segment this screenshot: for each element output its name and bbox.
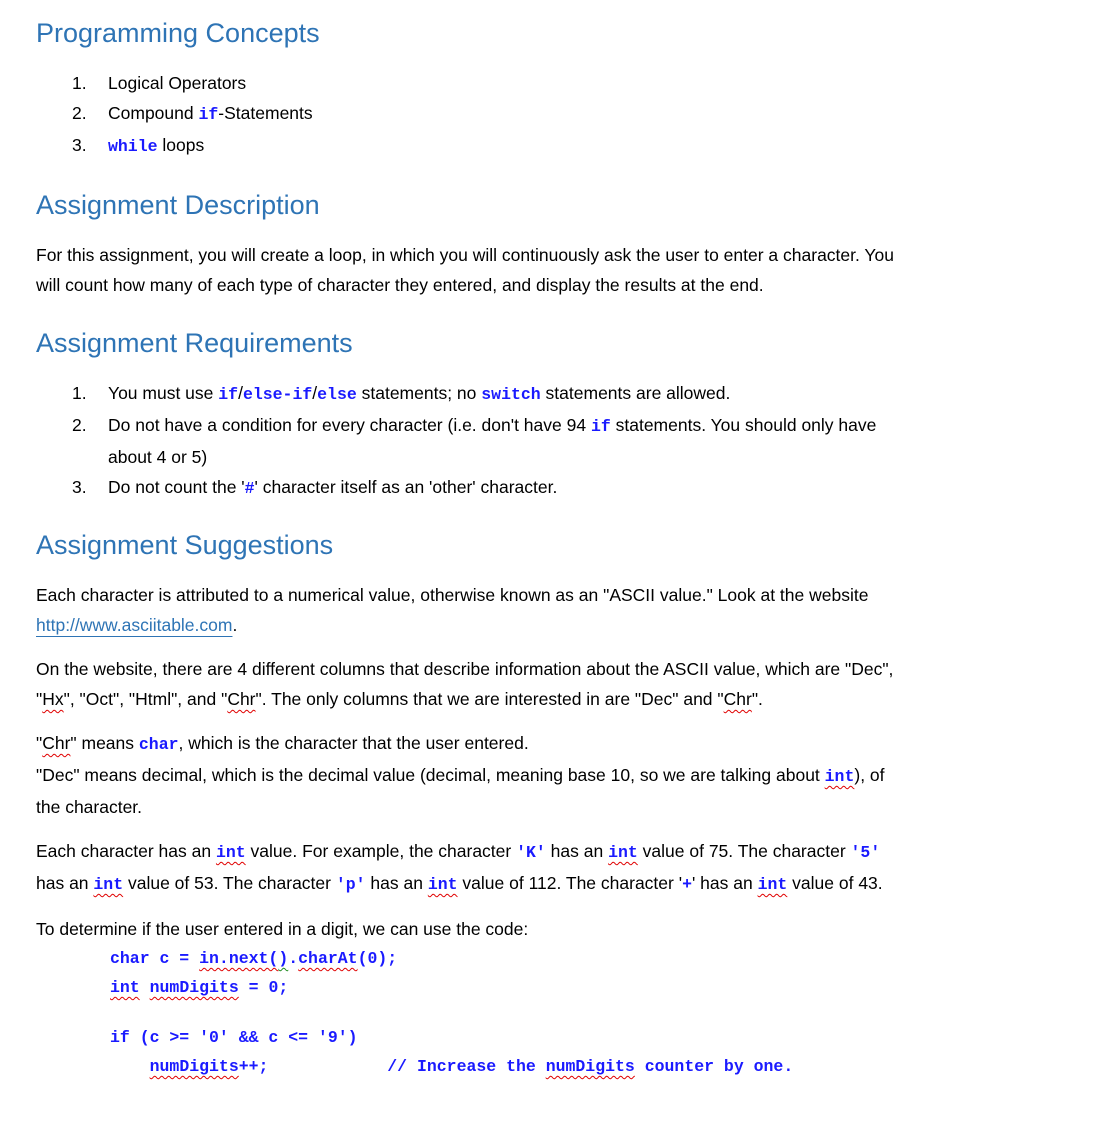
code-block	[110, 944, 793, 1081]
text-run: the character.	[36, 797, 143, 817]
code-line	[110, 1052, 793, 1081]
text-run: To determine if the user entered in a digit, we can use the code:	[36, 919, 529, 939]
text-run: On the website, there are 4 different columns that describe information about the ASCII value, which are "Dec",	[36, 659, 894, 679]
ordered-list	[36, 378, 876, 504]
section-heading-assignment-suggestions: Assignment Suggestions	[36, 530, 334, 560]
inline-code: 'p'	[335, 875, 366, 894]
text-line	[36, 868, 883, 900]
list-number: 3.	[72, 477, 87, 497]
list-number: 1.	[72, 383, 87, 403]
text-run: ".	[751, 689, 763, 709]
text-run: ", "Oct", "Html", and "	[63, 689, 228, 709]
misspelled-word: Chr	[227, 689, 256, 709]
list-item-text	[108, 98, 313, 130]
text-run: For this assignment, you will create a loop, in which you will continuously ask the user to enter a character. You	[36, 245, 894, 265]
inline-code	[110, 1057, 150, 1076]
text-run: statements; no	[356, 383, 482, 403]
text-run: value of 75. The character	[637, 841, 851, 861]
paragraph	[36, 580, 868, 640]
text-run: .	[232, 615, 238, 635]
inline-code: char c =	[110, 949, 200, 968]
text-run: /	[238, 383, 243, 403]
list-number: 2.	[72, 103, 87, 123]
inline-code: while	[108, 137, 158, 156]
list-item-text	[108, 68, 313, 98]
text-run: Each character has an	[36, 841, 216, 861]
list-item-text	[108, 378, 876, 410]
paragraph	[36, 654, 893, 714]
inline-code: = 0;	[238, 978, 289, 997]
text-run: has an	[545, 841, 609, 861]
inline-code: 'K'	[516, 843, 546, 862]
text-line	[36, 580, 868, 610]
inline-code: )	[278, 949, 289, 968]
text-run: value of 112. The character '	[457, 873, 683, 893]
text-run: " means	[70, 733, 139, 753]
inline-code: .	[288, 949, 299, 968]
inline-code: +	[682, 875, 692, 894]
text-line	[36, 610, 868, 640]
section-heading-assignment-requirements: Assignment Requirements	[36, 328, 353, 358]
text-line	[36, 270, 894, 300]
code-line	[110, 944, 793, 973]
text-run: Do not count the '	[108, 477, 245, 497]
text-run: You must use	[108, 383, 219, 403]
inline-code: numDigits	[149, 1057, 239, 1076]
text-run: -Statements	[218, 103, 313, 123]
inline-code: if	[218, 385, 239, 404]
text-line	[108, 442, 876, 472]
list-item-text	[108, 130, 313, 162]
text-run: ". The only columns that we are interested in are "Dec" and "	[255, 689, 724, 709]
list-item	[36, 68, 313, 98]
text-line	[36, 684, 893, 714]
text-run: statements. You should only have	[610, 415, 877, 435]
text-line	[36, 240, 894, 270]
inline-code: numDigits	[545, 1057, 635, 1076]
misspelled-word: Hx	[42, 689, 64, 709]
text-line	[108, 68, 313, 98]
inline-code: charAt	[298, 949, 358, 968]
inline-code: if	[590, 417, 611, 436]
list-number: 3.	[72, 135, 87, 155]
inline-code	[140, 978, 150, 997]
inline-code: #	[244, 479, 255, 498]
text-run: "Dec" means decimal, which is the decimal value (decimal, meaning base 10, so we are talking about	[36, 765, 825, 785]
misspelled-word: Chr	[723, 689, 752, 709]
list-item	[36, 130, 313, 162]
list-item-text	[108, 410, 876, 472]
inline-code: int	[824, 767, 855, 786]
text-run: has an	[365, 873, 428, 893]
text-run: value. For example, the character	[245, 841, 517, 861]
misspelled-word: Chr	[42, 733, 71, 753]
inline-code: switch	[481, 385, 541, 404]
paragraph	[36, 728, 885, 822]
text-run: ' character itself as an 'other' character.	[254, 477, 558, 497]
section-heading-assignment-description: Assignment Description	[36, 190, 320, 220]
text-line	[36, 760, 885, 792]
list-number: 1.	[72, 73, 87, 93]
text-line	[36, 836, 883, 868]
text-run: , which is the character that the user entered.	[178, 733, 529, 753]
text-line	[36, 914, 528, 944]
code-line	[110, 973, 793, 1002]
inline-code: '5'	[850, 843, 881, 862]
text-line	[36, 654, 893, 684]
text-run: Logical Operators	[108, 73, 247, 93]
text-run: "	[36, 733, 43, 753]
inline-code: else-if	[242, 385, 313, 404]
text-run: statements are allowed.	[540, 383, 731, 403]
list-item	[36, 98, 313, 130]
text-run: ), of	[854, 765, 885, 785]
paragraph	[36, 240, 894, 300]
text-line	[36, 792, 885, 822]
inline-code: int	[757, 875, 788, 894]
text-run: Compound	[108, 103, 199, 123]
inline-code: if	[198, 105, 219, 124]
ordered-list	[36, 68, 313, 162]
inline-code: else	[317, 385, 357, 404]
list-item	[36, 410, 876, 472]
text-line	[108, 378, 876, 410]
text-run: has an	[36, 873, 94, 893]
text-run: value of 43.	[787, 873, 883, 893]
text-run: Each character is attributed to a numerical value, otherwise known as an "ASCII value." Look at the website	[36, 585, 869, 605]
list-item	[36, 378, 876, 410]
text-run: will count how many of each type of character they entered, and display the results at the end.	[36, 275, 764, 295]
list-item	[36, 472, 876, 504]
inline-code: (0);	[357, 949, 398, 968]
inline-code: ++; // Increase the	[238, 1057, 546, 1076]
text-line	[108, 472, 876, 504]
inline-code: char	[138, 735, 179, 754]
text-run: Do not have a condition for every character (i.e. don't have 94	[108, 415, 591, 435]
text-line	[108, 410, 876, 442]
paragraph	[36, 914, 528, 944]
paragraph	[36, 836, 883, 900]
text-run: about 4 or 5)	[108, 447, 208, 467]
text-line	[36, 728, 885, 760]
inline-code: int	[93, 875, 124, 894]
text-run: value of 53. The character	[123, 873, 336, 893]
list-number: 2.	[72, 415, 87, 435]
text-line	[108, 130, 313, 162]
inline-code: if (c >= '0' && c <= '9')	[110, 1028, 358, 1047]
text-run: ' has an	[691, 873, 758, 893]
inline-code: counter by one.	[634, 1057, 794, 1076]
code-line	[110, 1023, 793, 1052]
list-item-text	[108, 472, 876, 504]
link-asciitable[interactable]: http://www.asciitable.com	[36, 615, 233, 635]
inline-code: int	[427, 875, 458, 894]
inline-code: int	[110, 978, 140, 997]
inline-code: numDigits	[149, 978, 239, 997]
text-run: /	[312, 383, 318, 403]
text-run: "	[36, 689, 43, 709]
text-line	[108, 98, 313, 130]
section-heading-programming-concepts: Programming Concepts	[36, 18, 320, 48]
text-run: loops	[157, 135, 205, 155]
inline-code: in.next(	[199, 949, 279, 968]
inline-code: int	[215, 843, 246, 862]
code-line	[110, 1002, 793, 1023]
inline-code: int	[608, 843, 638, 862]
